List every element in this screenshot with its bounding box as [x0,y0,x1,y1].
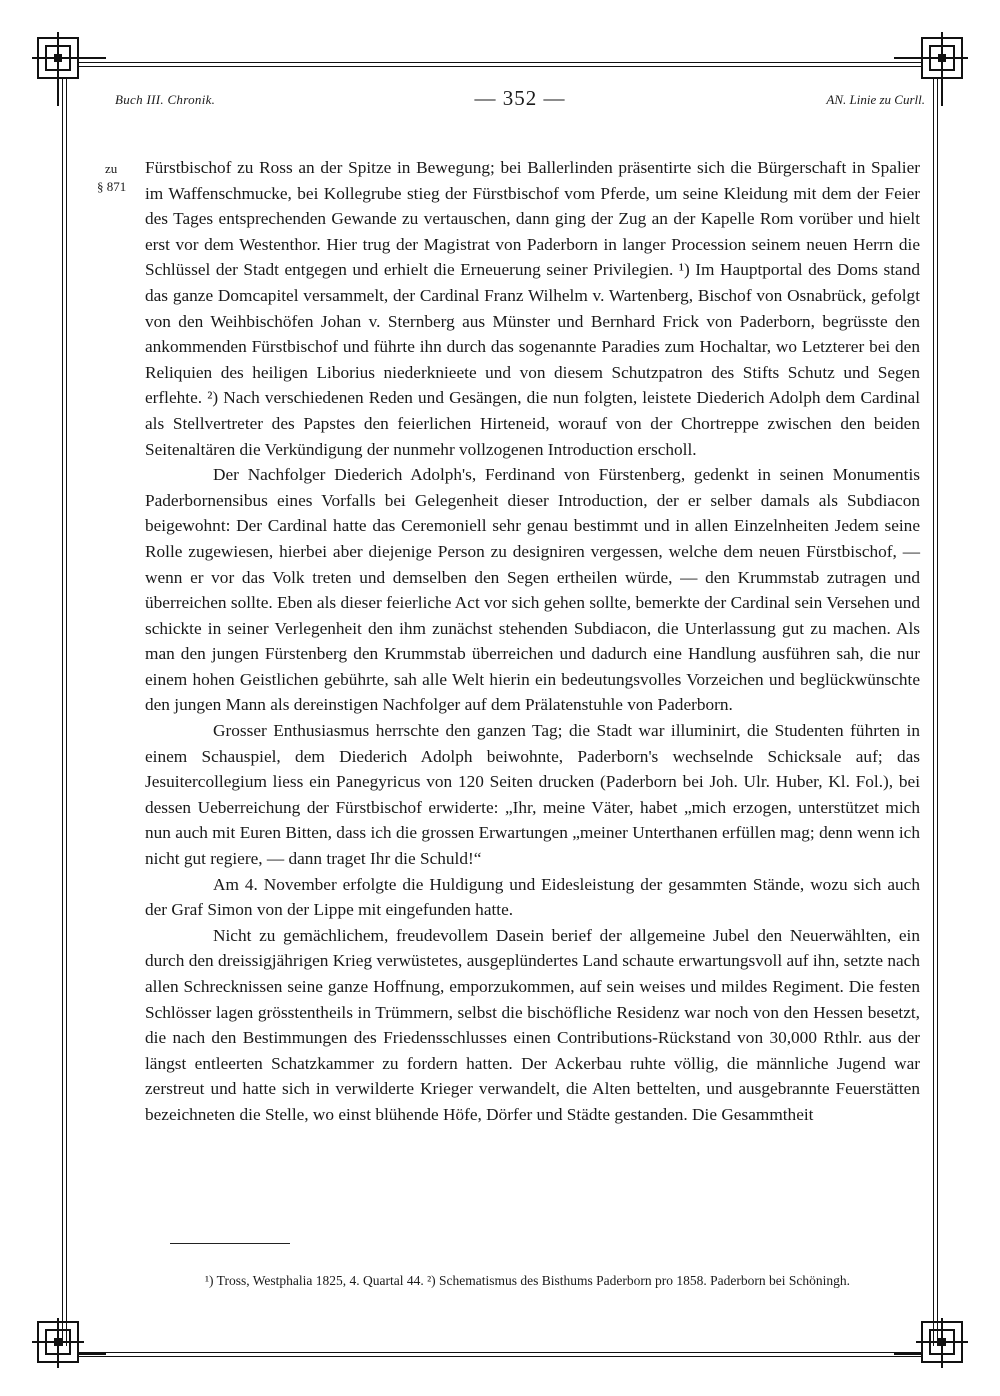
paragraph: Grosser Enthusiasmus herrschte den ganzen Tag; die Stadt war illuminirt, die Studenten führten in einem Schauspiel, dem Diederich Adolph beiwohnte, Paderborn's wechselnde Schicksale auf; das Jesuitercollegium liess ein Panegyricus von 120 Seiten drucken (Paderborn bei Joh. Ulr. Huber, Kl. Fol.), bei dessen Ueberreichung der Fürstbischof erwiderte: „Ihr, meine Väter, habet „mich erzogen, unterstützet mich nun auch mit Euren Bitten, dass ich die grossen Erwartungen „meiner Unterthanen erfüllen mag; denn wenn ich nicht gut regiere, — dann traget Ihr die Schuld!“ [145,721,920,869]
paragraph: Der Nachfolger Diederich Adolph's, Ferdinand von Fürstenberg, gedenkt in seinen Monumentis Paderbornensibus eines Vorfalls bei Gelegenheit dieser Introduction, der er selber damals als Subdiacon beigewohnt: Der Cardinal hatte das Ceremoniell sehr genau bestimmt und in allen Einzelnheiten Jedem seine Rolle zugewiesen, hierbei aber diejenige Person zu designiren vergessen, welche dem neuen Fürstbischof, — wenn er vor das Volk treten und demselben den Segen ertheilen würde, — den Krummstab zutragen und überreichen sollte. Eben als dieser feierliche Act vor sich gehen sollte, bemerkte der Cardinal sein Versehen und schickte in seiner Verlegenheit den ihm zunächst stehenden Subdiacon, die Unterlassung gut zu machen. Als man den jungen Fürstenberg den Krummstab überreichen und dadurch eine Handlung ausführen sah, die nur einem hohen Geistlichen gebührte, sah alle Welt hierin ein bedeutungsvolles Vorzeichen und beglückwünschte den jungen Mann als dereinstigen Nachfolger auf dem Prälatenstuhle von Paderborn. [145,465,920,715]
margin-note [97,160,127,196]
frame-top-rule [78,62,922,67]
paragraph: Fürstbischof zu Ross an der Spitze in Bewegung; bei Ballerlinden präsentirte sich die Bürgerschaft in Spalier im Waffenschmucke, bei Kollegrube stieg der Fürstbischof vom Pferde, um seine Kleidung mit dem der Feier des Tages entsprechenden Gewande zu vertauschen, dann ging der Zug an der Kapelle Rom vorüber und hielt erst vor dem Westenthor. Hier trug der Magistrat von Paderborn in langer Procession seinem neuen Herrn die Schlüssel der Stadt entgegen und erhielt die Erneuerung seiner Privilegien. ¹) Im Hauptportal des Doms stand das ganze Domcapitel versammelt, der Cardinal Franz Wilhelm v. Wartenberg, Bischof von Osnabrück, gefolgt von den Weihbischöfen Johan v. Sternberg aus Münster und Bernhard Frick von Paderborn, begrüsste den ankommenden Fürstbischof und führte ihn durch das sogenannte Paradies zum Hochaltar, wo Letzterer bei den Reliquien des heiligen Liborius niederknieete und von diesem Schutzpatron des Stifts Schutz und Segen erflehte. ²) Nach verschiedenen Reden und Gesängen, die nun folgten, leistete Diederich Adolph dem Cardinal als Stellvertreter des Papstes den feierlichen Hirteneid, worauf von der Chortreppe zwischen den beiden Seitenaltären die Verkündigung der nunmehr vollzogenen Introduction erscholl. [145,158,920,459]
corner-ornament-top-left [30,30,108,108]
frame-right-rule [933,78,938,1346]
running-head [115,88,925,114]
page-number: — 352 — [474,86,566,110]
margin-note-line: § 871 [97,179,127,194]
paragraph: Am 4. November erfolgte die Huldigung und Eidesleistung der gesammten Stände, wozu sich auch der Graf Simon von der Lippe mit eingefunden hatte. [145,874,920,920]
header-book-title: Buch III. Chronik. [115,92,216,107]
frame-left-rule [62,78,67,1346]
paragraph: Nicht zu gemächlichem, freudevollem Dasein berief der allgemeine Jubel den Neuerwählten, ein durch den dreissigjährigen Krieg verwüstetes, ausgeplündertes Land schaute erwartungsvoll auf ihn, setzte nach allen Schrecknissen seine ganze Hoffnung, emporzukommen, auf sein weises und mildes Regiment. Die festen Schlösser lagen grösstentheils in Trümmern, selbst die bischöfliche Residenz war noch von den Hessen besetzt, die nach den Bestimmungen des Friedensschlusses einen Contributions-Rückstand von 30,000 Rthlr. aus der längst entleerten Schatzkammer zu fordern hatten. Der Ackerbau ruhte völlig, die männliche Jugend war zerstreut und hatte sich in verwilderte Krieger verwandelt, die Alten bettelten, und ausgebrannte Feuerstätten bezeichneten die Stelle, wo einst blühende Höfe, Dörfer und Städte gestanden. Die Gesammtheit [145,925,920,1124]
corner-ornament-bottom-left [30,1318,108,1396]
footnote-text: ¹) Tross, Westphalia 1825, 4. Quartal 44. ²) Schematismus des Bisthums Paderborn pro 1858. Paderborn bei Schöningh. [205,1273,850,1288]
footnote-rule [170,1243,290,1244]
header-section-title: AN. Linie zu Curll. [826,92,925,107]
body-text [145,155,920,1128]
margin-note-line: zu [105,161,118,176]
frame-bottom-rule [78,1352,922,1357]
corner-ornament-bottom-right [892,1318,970,1396]
footnotes [150,1271,920,1290]
